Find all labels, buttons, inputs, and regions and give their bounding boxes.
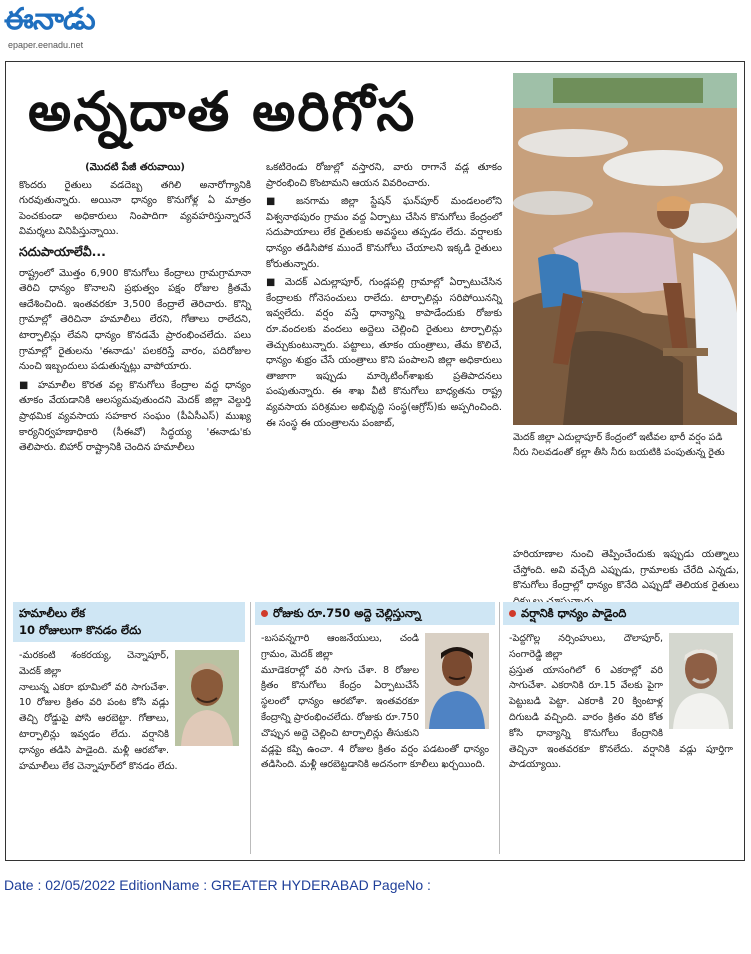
photo-caption: మెదక్ జిల్లా ఎదుల్లాపూర్ కేంద్రంలో ఇటీవల భారీ వర్షం పడి నీరు నిలవడంతో కల్లా తీసి నీరు బయటికి పంపుతున్న రైతు [513, 432, 725, 458]
paragraph: కొందరు రైతులు వడదెబ్బ తగిలి అనారోగ్యానికి గురవుతున్నారు. అయినా ధాన్యం కొనుగోళ్ల ఏ మాత్రం పెంచకుండా అధికారులు నింపాదిగా వ్యవహరిస్తున్నారనే విమర్శలు వినిపిస్తున్నాయి. [19, 179, 251, 238]
quote-text: మూడెకరాల్లో వరి సాగు చేశా. 8 రోజుల క్రితం కొనుగోలు కేంద్రం ఏర్పాటుచేసే స్థలంలో ధాన్యం ఆరబోశా. ఇంతవరకూ కేంద్రాన్ని ప్రారంభించలేదు. రోజుకు రూ.750 చొప్పున అద్దె చెల్లించి టార్పాలిన్లు తీసుకుని వడ్లపై కప్పి ఉంచా. 4 రోజుల క్రితం వర్షం పడటంతో ధాన్యం తడిసింది. మళ్లీ ఆరబెట్టడానికి అదనంగా కూలీలు ఖర్చయింది. [261, 664, 489, 771]
quote-box [503, 602, 739, 854]
quote-text: నాలున్న ఎకరా భూమిలో వరి సాగుచేశా. 10 రోజుల క్రితం వరి పంట కోసి వడ్లు తెచ్చి రోడ్డుపై పోసి ఆరబెట్టా. గోతాలు, టార్పాలిన్లు ఇవ్వడం లేదు. వర్షానికి ధాన్యం తడిసి పాడైంది. మళ్లీ ఆరబోశా. హమాలీలు లేక చెన్నాపూర్‌లో కొనడం లేదు. [19, 681, 178, 772]
paragraph: రాష్ట్రంలో మొత్తం 6,900 కొనుగోలు కేంద్రాలు గ్రామగ్రామానా తెరిచి ధాన్యం కొనాలని ప్రభుత్వం పక్షం రోజుల క్రితమే ఆదేశించింది. ఇంతవరకూ 3,500 కేంద్రాలే తెరిచారు. కొన్ని గ్రామాల్లో తెరిచినా హమాలీలు లేరని, గోతాలు రాలేదని, టార్పాలిన్లు లేవని ధాన్యం కొనడమే ప్రారంభించలేదు. పలు గ్రామాల్లో రైతులను 'ఈనాడు' పలకరిస్తే వారం, పదిరోజుల నుంచి ఇబ్బందులు పడుతున్నట్లు వాపోయారు. [19, 267, 251, 373]
farmer-photo-illustration [513, 73, 737, 425]
quote-byline: -బసవన్నగారి ఆంజనేయులు, చండి గ్రామం, మెదక్ జిల్లా [261, 633, 419, 660]
quote-body [503, 625, 739, 773]
paragraph: హరియాణాల నుంచి తెప్పించేందుకు ఇప్పుడు యత్నాలు చేస్తోంది. అవి వచ్చేది ఎప్పుడు, గ్రామాలకు చేరేది ఎన్నడు, కొనుగోలు కేంద్రాల్లో ధాన్యం కొనేది ఎప్పుడో తెలియక రైతులు [513, 549, 739, 592]
quote-body [13, 642, 245, 774]
farmer-quotes [13, 602, 739, 854]
farmer-portrait [175, 650, 239, 746]
portrait-illustration [669, 633, 733, 729]
column-divider [499, 602, 500, 854]
farmer-portrait [425, 633, 489, 729]
quote-box [255, 602, 495, 854]
quote-title-line: రోజుకు రూ.750 అద్దె చెల్లిస్తున్నా [273, 606, 422, 620]
quote-title [503, 602, 739, 625]
article-headline: అన్నదాత అరిగోస [28, 79, 417, 143]
quote-title-line: హమాలీలు లేక [19, 606, 86, 620]
portrait-illustration [425, 633, 489, 729]
portrait-illustration [175, 650, 239, 746]
bullet-icon [509, 610, 516, 617]
quote-text: ప్రస్తుత యాసంగిలో 6 ఎకరాల్లో వరి సాగుచేశా. ఎకరానికి రూ.15 వేలకు పైగా పెట్టుబడి పెట్టా. ఎకరాకి 20 క్వింటాళ్ల దిగుబడి వచ్చింది. వారం క్రితం వరి కోత కోసి ధాన్యాన్ని కొనుగోలు కేంద్రానికి తెచ్చినా ఇంతవరకూ కొనలేదు. వర్షానికి వడ్లు పూర్తిగా పాడయ్యాయి. [509, 664, 733, 771]
quote-title-line: వర్షానికి ధాన్యం పాడైంది [521, 606, 627, 620]
farmer-photo [513, 73, 737, 425]
column-divider [250, 602, 251, 854]
paragraph: ■ హమాలీల కొరత వల్ల కొనుగోలు కేంద్రాల వద్ద ధాన్యం తూకం వేయడానికి ఆలస్యమవుతుందని మెదక్ జిల్లా వెల్దుర్తి ప్రాథమిక వ్యవసాయ సహకార సంఘం (పీఏసీఎస్) ముఖ్య కార్యనిర్వహణాధికారి (సీఈవో) సిద్ధయ్య 'ఈనాడు'కు తెలిపారు. బిహార్ రాష్ట్రానికి చెందిన హమాలీలు [19, 379, 251, 454]
quote-box [13, 602, 245, 854]
masthead [2, 2, 152, 54]
quote-body [255, 625, 495, 773]
quote-byline: -పెద్దగొల్ల నర్సింహులు, దౌలాపూర్, సంగారెడ్డి జిల్లా [509, 633, 663, 660]
paragraph: ఒకటిరెండు రోజుల్లో వస్తారని, వారు రాగానే వడ్ల తూకం ప్రారంభించి కొంటామని ఆయన వివరించారు. [266, 162, 502, 189]
eenadu-logo[interactable]: ఈనాడు [4, 2, 95, 37]
quote-title-line: 10 రోజులుగా కొనడం లేదు [19, 623, 142, 637]
continued-from-note: (మొదటి పేజీ తరువాయి) [85, 162, 185, 173]
article-frame [5, 61, 745, 861]
paragraph: ■ జనగామ జిల్లా స్టేషన్ ఘన్‌పూర్ మండలంలోని విశ్వనాథపురం గ్రామం వద్ద ఏర్పాటు చేసిన కొనుగోలు కేంద్రంలో సదుపాయాలు లేక రైతులకు అవస్థలు తప్పడం లేదు. వర్షాలకు ధాన్యం తడిసిపోక ముందే కొనుగోలు చేయాలని ఇక్కడి రైతులు కోరుతున్నారు. [266, 196, 502, 270]
quote-title [13, 602, 245, 642]
quote-byline: -మరకంటి శంకరయ్య, చెన్నాపూర్, మెదక్ జిల్లా [19, 650, 169, 677]
paragraph: ■ మెదక్ ఎదుల్లాపూర్, గుండ్లపల్లి గ్రామాల్లో ఏర్పాటుచేసిన కేంద్రాలకు గోనెసంచులు రాలేదు. టార్పాలిన్లు సరిపోయినన్ని ఇవ్వలేదు. వర్షం వస్తే ధాన్యాన్ని కాపాడేందుకు రోజుకు రూ.వందలకు వందలు అద్దెలు చెల్లించి రైతులు టార్పాలిన్లు తెచ్చుకుంటున్నారు. పట్టాలు, తూకం యంత్రాలు, తేమ కొలిచే, ధాన్యం శుభ్రం చేసే యంత్రాలు కొని పంపాలని జిల్లా అధికారులు తాజాగా ఇప్పుడు మార్కెటింగ్‌శాఖకు ప్రతిపాదనలు పంపుతున్నారు. ఈ శాఖ వీటి కొనుగోలు బాధ్యతను రాష్ట్ర వ్యవసాయ పరిశ్రమల అభివృద్ధి సంస్థ(ఆగ్రోస్)కు అప్పగించింది. ఈ సంస్థ ఈ యంత్రాలను పంజాబ్, [266, 277, 502, 429]
quote-title [255, 602, 495, 625]
farmer-portrait [669, 633, 733, 729]
edition-footer: Date : 02/05/2022 EditionName : GREATER HYDERABAD PageNo : [4, 877, 431, 893]
article-column-2 [266, 160, 502, 434]
subheading: సదుపాయాలేవీ... [19, 243, 106, 259]
article-column-1 [19, 160, 251, 459]
bullet-icon [261, 610, 268, 617]
site-url: epaper.eenadu.net [8, 40, 84, 50]
